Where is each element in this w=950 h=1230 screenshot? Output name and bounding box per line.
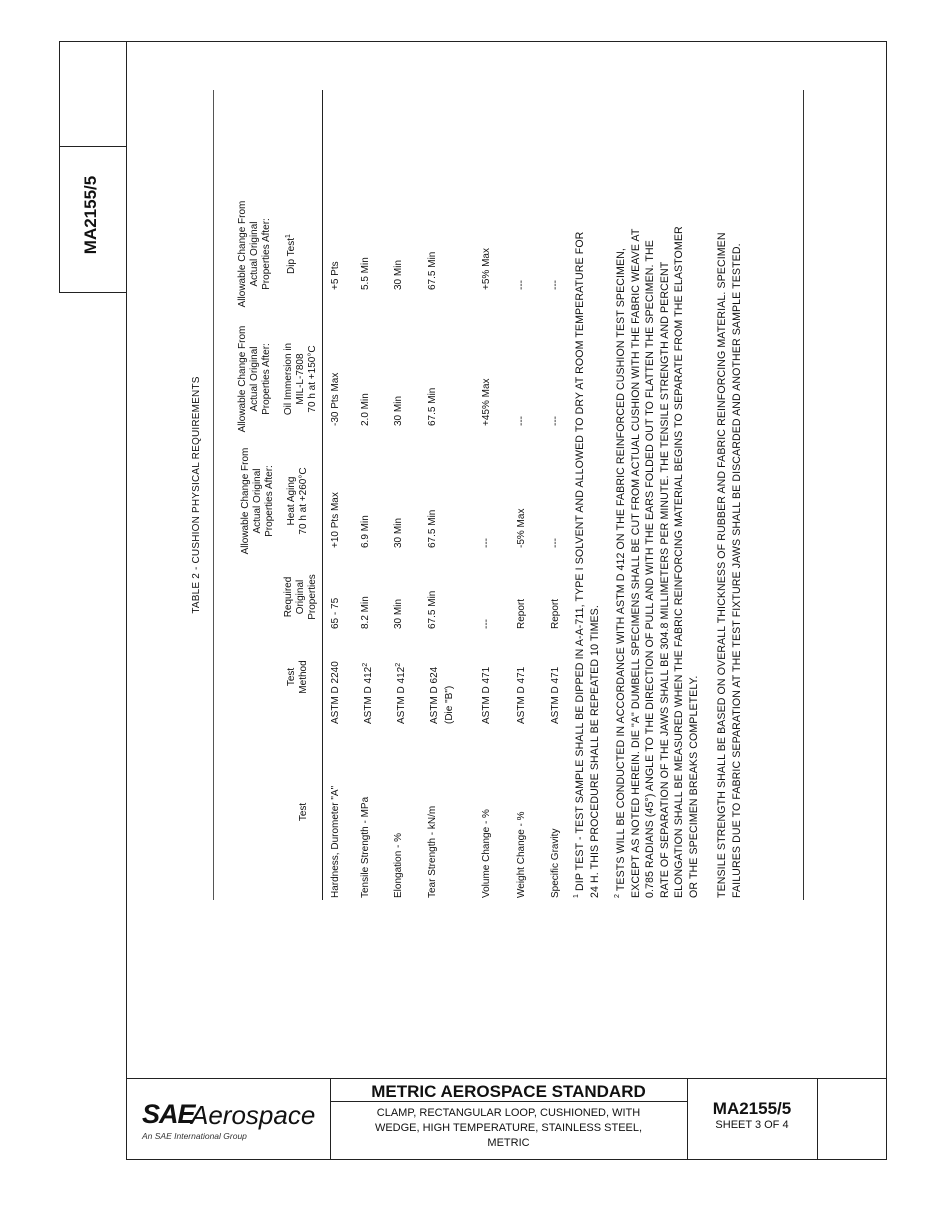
cell-test: Weight Change - %	[516, 811, 527, 898]
note-tensile-strength: TENSILE STRENGTH SHALL BE BASED ON OVERALL THICKNESS OF RUBBER AND FABRIC REINFORCING MATERIAL. SPECIMEN FAILURES DUE TO FABRIC SEPARATION AT THE TEST FIXTURE JAWS SHALL BE DISCARDED AND ANOTHER SAMPLE TESTED.	[716, 232, 743, 898]
header-test: Test	[298, 802, 309, 822]
cell-method: ASTM D 2240	[330, 661, 341, 724]
cell-oil: 30 Min	[393, 395, 404, 426]
cell-oil: 2.0 Min	[360, 393, 371, 426]
sae-aerospace-logo	[142, 1099, 327, 1149]
footnote-marker-1: 1	[285, 234, 292, 238]
cell-test: Tear Strength - kN/m	[427, 805, 438, 898]
header-heat-top: Allowable Change From Actual Original Properties After:	[240, 447, 275, 555]
cell-dip: ---	[516, 280, 527, 290]
cell-method: ASTM D 412	[396, 666, 407, 724]
title-block-divider	[817, 1079, 818, 1160]
cell-oil: +45% Max	[481, 378, 492, 426]
cell-test: Tensile Strength - MPa	[360, 796, 371, 898]
header-heat-sub: Heat Aging 70 h at +260°C	[286, 467, 309, 535]
header-required: Required Original Properties	[283, 574, 318, 620]
cell-method: ASTM D 471	[481, 666, 492, 724]
cell-test: Volume Change - %	[481, 809, 492, 898]
footnote-1	[570, 108, 602, 898]
header-oil-immersion	[237, 319, 319, 439]
header-oil-sub: Oil Immersion in MIL-L-7808 70 h at +150°C	[283, 342, 318, 416]
header-dip-sub: Dip Test	[286, 237, 297, 274]
header-dip-sub-wrap	[283, 190, 298, 318]
table-row	[353, 90, 386, 900]
cell-heat: 30 Min	[393, 517, 404, 548]
cell-heat: 6.9 Min	[360, 515, 371, 548]
footnote-2-text: TESTS WILL BE CONDUCTED IN ACCORDANCE WITH ASTM D 412 ON THE FABRIC REINFORCED CUSHION TEST SPECIMEN, EXCEPT AS NOTED HEREIN. DIE "A" DUMBELL SPECIMENS SHALL BE CUT FROM ACTUAL CUSHION WITH THE FABRIC WEAVE AT 0.785 RADIANS (45°) ANGLE TO THE DIRECTION OF PULL AND WITH THE EARS FOLDED OUT TO FLATTEN THE SPECIMEN. THE RATE OF SEPARATION OF THE JAWS SHALL BE 304.8 MILLIMETERS PER MINUTE. THE TENSILE STRENGTH AND PERCENT ELONGATION SHALL BE MEASURED WHEN THE FABRIC REINFORCING MATERIAL BEGINS TO SEPARATE FROM THE ELASTOMER OR THE SPECIMEN BREAKS COMPLETELY.	[615, 226, 700, 898]
cell-dip: 67.5 Min	[427, 251, 438, 290]
table-row	[323, 90, 353, 900]
cell-method: ASTM D 471	[516, 666, 527, 724]
cell-heat: +10 Pts Max	[330, 492, 341, 548]
cell-required: 65 - 75	[330, 597, 341, 629]
table-row	[543, 90, 573, 900]
footnote-number-2: 2	[614, 894, 621, 898]
cell-method-wrap	[393, 630, 408, 724]
cell-method: ASTM D 471	[550, 666, 561, 724]
cell-dip: ---	[550, 280, 561, 290]
cell-dip: 30 Min	[393, 259, 404, 290]
footnotes	[570, 108, 753, 898]
header-method: Test Method	[286, 660, 309, 694]
cell-oil: -30 Pts Max	[330, 372, 341, 426]
standard-title: METRIC AEROSPACE STANDARD	[330, 1079, 687, 1102]
title-block	[126, 1078, 887, 1160]
header-heat-aging	[240, 440, 319, 562]
header-dip-test	[237, 190, 319, 318]
table-row	[509, 90, 543, 900]
document-number: MA2155/5	[712, 1099, 792, 1118]
header-oil-top: Allowable Change From Actual Original Properties After:	[237, 325, 272, 433]
cell-test: Elongation - %	[393, 832, 404, 898]
cell-heat: ---	[481, 538, 492, 548]
header-dip-top: Allowable Change From Actual Original Properties After:	[237, 200, 272, 308]
cell-required: Report	[516, 598, 527, 629]
footnote-1-text: DIP TEST - TEST SAMPLE SHALL BE DIPPED IN A-A-711, TYPE I SOLVENT AND ALLOWED TO DRY AT ROOM TEMPERATURE FOR 24 H. THIS PROCEDURE SHALL BE REPEATED 10 TIMES.	[574, 231, 601, 898]
cell-dip: +5 Pts	[330, 261, 341, 290]
footnote-marker-2: 2	[362, 662, 369, 667]
cell-test: Hardness, Durometer "A"	[330, 785, 341, 898]
cell-heat: -5% Max	[516, 508, 527, 548]
logo-sae-text: SAE	[142, 1099, 195, 1129]
cell-heat: ---	[550, 538, 561, 548]
table-row	[420, 90, 474, 900]
cell-heat: 67.5 Min	[427, 509, 438, 548]
table-row	[386, 90, 420, 900]
table-title: TABLE 2 - CUSHION PHYSICAL REQUIREMENTS	[191, 376, 202, 614]
cell-required: ---	[481, 619, 492, 629]
footnote-marker-2: 2	[395, 662, 402, 667]
footnote-2	[611, 108, 701, 898]
logo-tagline: An SAE International Group	[142, 1131, 247, 1141]
cell-required: 67.5 Min	[427, 590, 438, 629]
cell-oil: ---	[550, 416, 561, 426]
cell-required: 30 Min	[393, 598, 404, 629]
table-header-row	[213, 90, 323, 900]
cell-required: 8.2 Min	[360, 596, 371, 629]
cell-dip: +5% Max	[481, 248, 492, 290]
sheet-number: SHEET 3 OF 4	[715, 1119, 789, 1131]
cell-dip: 5.5 Min	[360, 257, 371, 290]
cell-oil: ---	[516, 416, 527, 426]
table-row	[474, 90, 509, 900]
cushion-requirements-table	[213, 90, 573, 900]
footnote-number-1: 1	[573, 894, 580, 898]
side-document-id: MA2155/5	[81, 175, 100, 255]
logo-aerospace-text: Aerospace	[191, 1100, 316, 1130]
end-rule	[803, 90, 804, 900]
side-tab	[59, 41, 127, 293]
cell-required: Report	[550, 598, 561, 629]
cell-method: ASTM D 624 (Die "B")	[429, 666, 455, 724]
rotated-content	[145, 90, 845, 900]
cell-method: ASTM D 412	[363, 666, 374, 724]
cell-method-wrap	[360, 630, 375, 724]
part-description: CLAMP, RECTANGULAR LOOP, CUSHIONED, WITH WEDGE, HIGH TEMPERATURE, STAINLESS STEEL, METRIC	[374, 1107, 643, 1149]
cell-oil: 67.5 Min	[427, 387, 438, 426]
cell-test: Specific Gravity	[550, 828, 561, 898]
